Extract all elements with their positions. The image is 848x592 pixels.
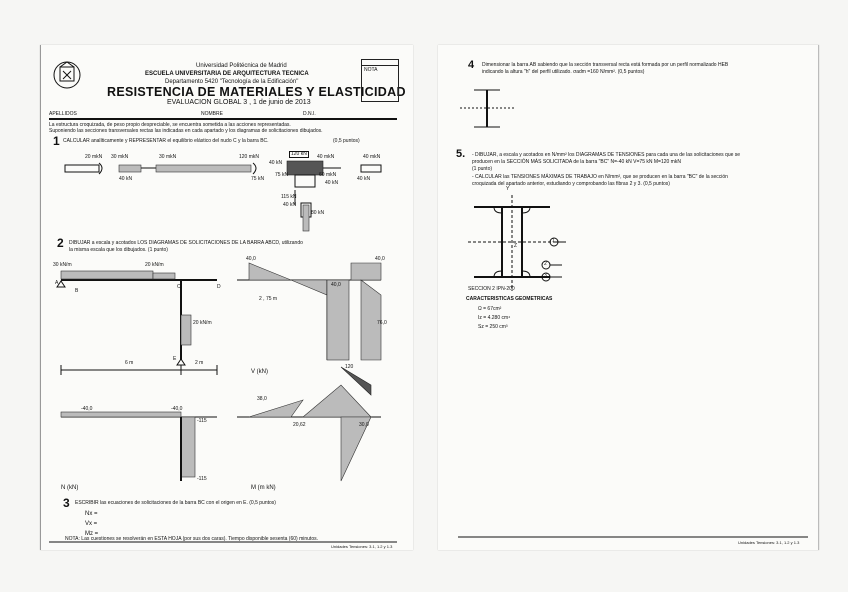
load-l4: 120 mkN: [239, 154, 260, 160]
exam-subtitle: EVALUACION GLOBAL 3 , 1 de junio de 2013: [167, 99, 311, 106]
load-l13: 60 mkN: [319, 172, 337, 178]
load-l14: 40 kN: [283, 202, 297, 208]
v-diagram-title: V (kN): [251, 369, 268, 375]
exam-page-1: [40, 45, 413, 550]
v-val-5: 120: [345, 364, 354, 370]
fibre-3: 3: [544, 273, 547, 279]
n-val-4: -115: [197, 476, 207, 482]
load-l10: 40 kN: [269, 160, 283, 166]
n-val-1: -40,0: [81, 406, 93, 412]
q2-text-2: la misma escala que los dibujados. (1 punto): [69, 247, 168, 253]
q4-text-2: indicando la altura "h" del perfil utilizado. σadm =160 N/mm². (0,5 puntos): [482, 69, 645, 75]
frame-diagram: [41, 45, 413, 550]
frame-load-column: 20 kN/m: [193, 320, 212, 326]
m-val-3: 30,0: [359, 422, 369, 428]
exam-page-2: [438, 45, 819, 550]
department-name: Departamento 5420 "Tecnología de la Edificación": [165, 79, 299, 85]
m-val-1: 38,0: [257, 396, 267, 402]
nota-label: NOTA: [364, 67, 378, 73]
load-l6: 40 kN: [325, 180, 339, 186]
fibre-2: 2: [544, 261, 547, 267]
v-val-2: 40,0: [375, 256, 385, 262]
m-val-2: 20,62: [293, 422, 306, 428]
geo-omega: Ω = 67cm²: [478, 306, 502, 312]
q1-points: (0,5 puntos): [333, 138, 360, 144]
v-val-3: 40,0: [331, 282, 341, 288]
q3-number: 3: [63, 496, 70, 510]
q5-text-2: producen en la SECCIÓN MÁS SOLICITADA de la barra "BC" N=-40 kN V=75 kN M=120 mkN: [472, 159, 681, 165]
q2-number: 2: [57, 236, 64, 250]
load-l12: 75 kN: [275, 172, 289, 178]
axis-y: Y: [506, 186, 510, 192]
load-l3: 30 mkN: [159, 154, 177, 160]
eq-mz: Mz =: [85, 531, 99, 537]
q5-text-1: - DIBUJAR, a escala y acotados en N/mm² los DIAGRAMAS DE TENSIONES para cada una de las solicitaciones que se: [472, 152, 741, 158]
eq-nx: Nx =: [85, 511, 98, 517]
load-l17: 80 kN: [311, 210, 325, 216]
frame-load-left: 30 kN/m: [53, 262, 72, 268]
dim-right: 2 m: [195, 360, 204, 366]
school-name: ESCUELA UNIVERSITARIA DE ARQUITECTURA TECNICA: [145, 71, 309, 77]
intro-line-1: La estructura croquizada, de peso propio despreciable, se encuentra sometida a las acciones representadas.: [49, 122, 291, 128]
load-l2: 30 mkN: [111, 154, 129, 160]
geo-title: CARACTERISTICAS GEOMETRICAS: [466, 296, 553, 302]
load-l5: 40 kN: [119, 176, 133, 182]
university-name: Universidad Politécnica de Madrid: [196, 63, 287, 69]
footer-note: NOTA: Las cuestiones se resolverán en ESTA HOJA (por sus dos caras). Tiempo disponible sesenta (60) minutos.: [65, 536, 318, 542]
load-l7: 40 kN: [357, 176, 371, 182]
intro-line-2: Suponiendo las secciones transversales rectas las indicadas en cada apartado y los diagramas de solicitaciones dibujados.: [49, 128, 323, 134]
n-val-2: -40,0: [171, 406, 183, 412]
label-e: E: [173, 356, 177, 362]
q2-text-1: DIBUJAR a escala y acotados LOS DIAGRAMAS DE SOLICITACIONES DE LA BARRA ABCD, utilizando: [69, 240, 303, 246]
q3-text: ESCRIBIR las ecuaciones de solicitaciones de la barra BC con el origen en E. (0,5 puntos): [75, 500, 276, 506]
label-d: D: [217, 284, 221, 290]
load-l8: 40 mkN: [317, 154, 335, 160]
page2-footer-rule: [438, 45, 818, 550]
q5-text-3: (1 punto): [472, 166, 493, 172]
load-l9: 40 mkN: [363, 154, 381, 160]
eq-vx: Vx =: [85, 521, 98, 527]
q5-text-4: - CALCULAR las TENSIONES MÁXIMAS DE TRABAJO en N/mm², que se producen en la barra "BC" de la sección: [472, 174, 728, 180]
q4-text-1: Dimensionar la barra AB sabiendo que la sección transversal recta está formada por un perfil normalizado HEB: [482, 62, 729, 68]
fibre-1: 1: [552, 238, 555, 244]
exam-title: RESISTENCIA DE MATERIALES Y ELASTICIDAD: [107, 85, 406, 99]
nombre-label: NOMBRE: [201, 111, 223, 117]
apellidos-label: APELLIDOS: [49, 111, 77, 117]
geo-sz: Sz = 250 cm³: [478, 324, 508, 330]
v-val-4: 76,0: [377, 320, 387, 326]
v-dim: 2 , 75 m: [259, 296, 278, 302]
q5-text-5: croquizada del apartado anterior, estudiando y comprobando las fibras 2 y 3. (0,5 puntos): [472, 181, 670, 187]
page2-footer-units: Unidades Tensiones: 3.1, 1.2 y 1.3: [738, 540, 800, 545]
q5-number: 5.: [456, 148, 466, 160]
q4-number: 4: [468, 59, 475, 71]
q1-text: CALCULAR analíticamente y REPRESENTAR el equilibrio elástico del nudo C y la barra BC.: [63, 138, 269, 144]
n-val-3: -115: [197, 418, 207, 424]
label-a: A: [55, 280, 59, 286]
geo-iz: Iz = 4.280 cm⁴: [478, 315, 511, 321]
footer-units: Unidades Tensiones: 3.1, 1.2 y 1.3: [331, 544, 393, 549]
load-l15: 115 kN: [281, 194, 297, 200]
axis-z: Z: [514, 243, 518, 249]
v-val-1: 40,0: [246, 256, 256, 262]
q1-number: 1: [53, 134, 60, 148]
section-label: SECCION 2 IPN-200: [468, 286, 515, 292]
dni-label: D.N.I.: [303, 111, 316, 117]
n-diagram-title: N (kN): [61, 485, 79, 491]
frame-load-right: 20 kN/m: [145, 262, 164, 268]
m-diagram-title: M (m kN): [251, 485, 276, 491]
load-l11: 75 kN: [251, 176, 265, 182]
label-c: C: [177, 284, 181, 290]
dim-left: 6 m: [125, 360, 134, 366]
load-l1: 20 mkN: [85, 154, 103, 160]
load-l19: 120 kN: [291, 151, 307, 157]
label-b: B: [75, 288, 79, 294]
